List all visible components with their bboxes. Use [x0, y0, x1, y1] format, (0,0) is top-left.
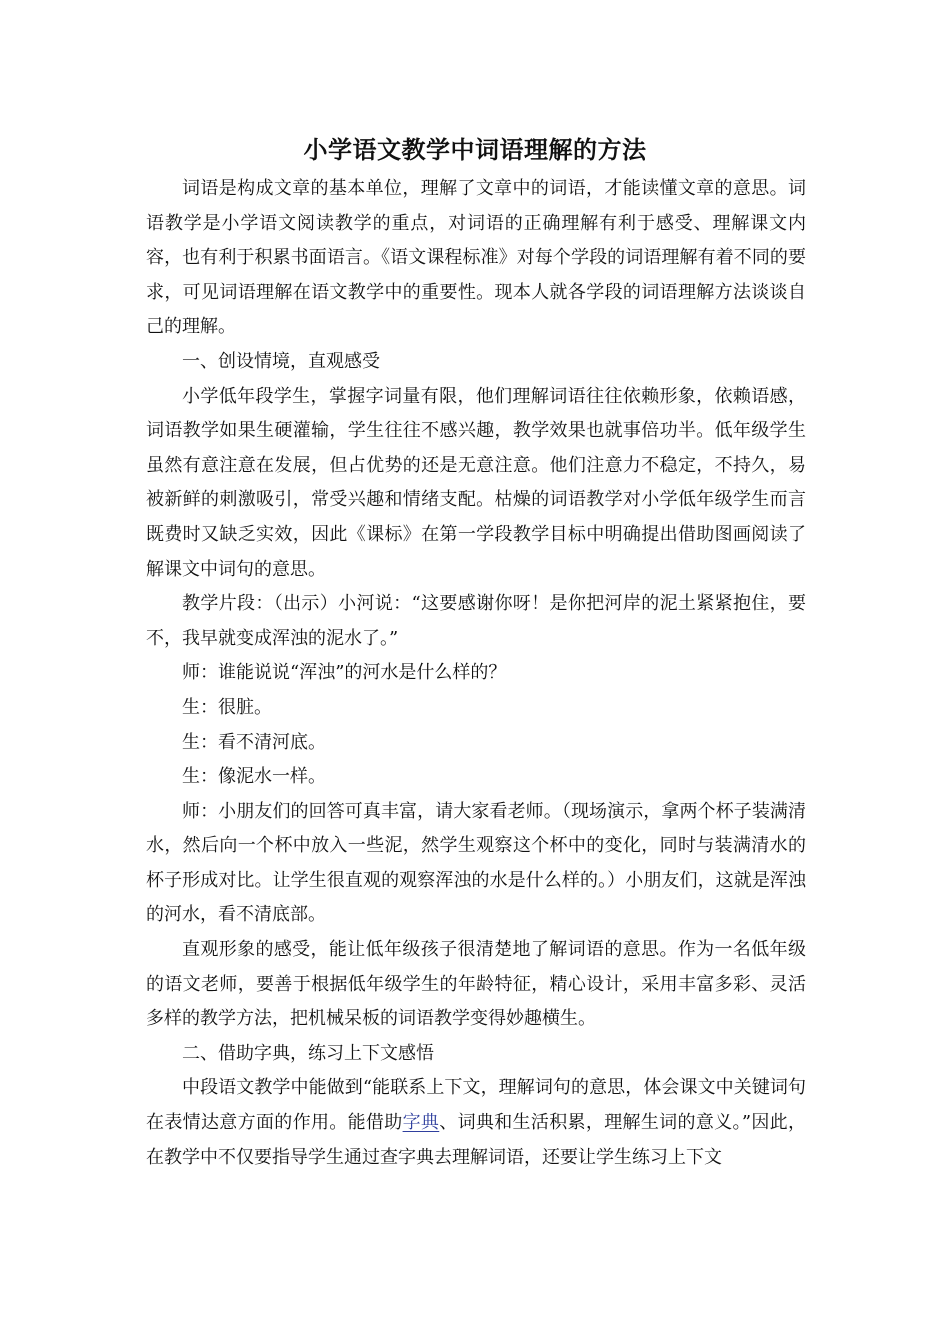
dialogue-student-answer-3: 生：像泥水一样。 [182, 766, 326, 788]
dialogue-teacher-question: 师：谁能说说“浑浊”的河水是什么样的？ [182, 662, 507, 684]
section-heading-1: 一、创设情境，直观感受 [182, 350, 380, 372]
dictionary-link[interactable]: 字典 [402, 1112, 440, 1134]
paragraph-summary: 直观形象的感受，能让低年级孩子很清楚地了解词语的意思。作为一名低年级的语文老师，要善于根据低年级学生的年龄特征，精心设计，采用丰富多彩、灵活多样的教学方法，把机械呆板的词语教学变得妙趣横生。 [146, 939, 806, 1030]
paragraph-section-2-text-a: 中段语文教学中能做到“能联系上下文，理解词句的意思，体会课文中关键词句在表情达意方面的作用。能借助 [146, 1077, 806, 1134]
paragraph-section-2 [146, 1071, 806, 1175]
paragraph-teaching-excerpt: 教学片段：（出示）小河说：“这要感谢你呀！是你把河岸的泥土紧紧抱住，要不，我早就变成浑浊的泥水了。” [146, 593, 806, 649]
dialogue-student-answer-1: 生：很脏。 [182, 696, 272, 718]
dialogue-teacher-demo: 师：小朋友们的回答可真丰富，请大家看老师。（现场演示，拿两个杯子装满清水，然后向一个杯中放入一些泥，然学生观察这个杯中的变化，同时与装满清水的杯子形成对比。让学生很直观的观察浑浊的水是什么样的。）小朋友们，这就是浑浊的河水，看不清底部。 [146, 800, 806, 926]
paragraph-intro: 词语是构成文章的基本单位，理解了文章中的词语，才能读懂文章的意思。词语教学是小学语文阅读教学的重点，对词语的正确理解有利于感受、理解课文内容，也有利于积累书面语言。《语文课程标准》对每个学段的词语理解有着不同的要求，可见词语理解在语文教学中的重要性。现本人就各学段的词语理解方法谈谈自己的理解。 [146, 178, 806, 338]
paragraph-section-1: 小学低年段学生，掌握字词量有限，他们理解词语往往依赖形象，依赖语感，词语教学如果生硬灌输，学生往往不感兴趣，教学效果也就事倍功半。低年级学生虽然有意注意在发展，但占优势的还是无意注意。他们注意力不稳定，不持久，易被新鲜的刺激吸引，常受兴趣和情绪支配。枯燥的词语教学对小学低年级学生而言既费时又缺乏实效，因此《课标》在第一学段教学目标中明确提出借助图画阅读了解课文中词句的意思。 [146, 385, 806, 580]
dialogue-student-answer-2: 生：看不清河底。 [182, 731, 326, 753]
paragraph-section-2-text-b: 、词典和生活积累，理解生词的意义。”因此，在教学中不仅要指导学生通过查字典去理解词语，还要让学生练习上下文 [146, 1112, 807, 1168]
section-heading-2: 二、借助字典，练习上下文感悟 [182, 1042, 434, 1064]
document-body [146, 172, 806, 1175]
document-title: 小学语文教学中词语理解的方法 [303, 135, 647, 164]
